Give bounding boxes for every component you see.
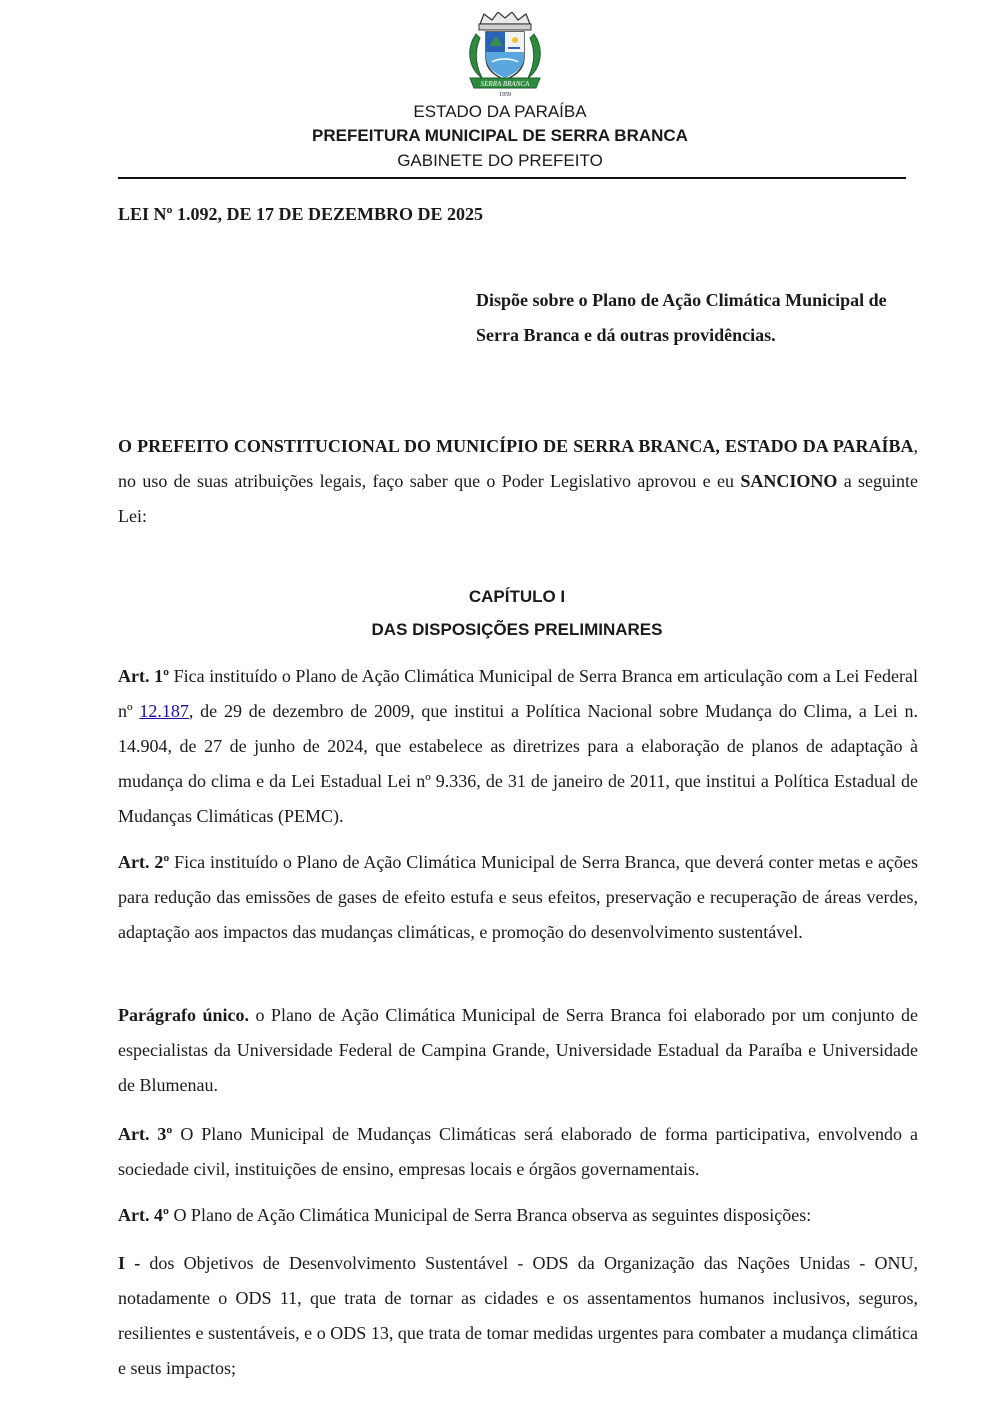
article-1-text-a: Fica instituído o Plano de Ação Climática Municipal de Serra Branca em articulação com a Lei Federal nº bbox=[118, 666, 918, 721]
inciso-1-label: I - bbox=[118, 1253, 141, 1273]
preamble-paragraph bbox=[118, 429, 918, 534]
federal-law-link[interactable]: 12.187 bbox=[139, 701, 189, 721]
crest-ribbon-text: SERRA BRANCA bbox=[480, 80, 530, 88]
chapter-number: CAPÍTULO I bbox=[468, 587, 566, 606]
office-name: GABINETE DO PREFEITO bbox=[397, 151, 603, 170]
inciso-1-text: dos Objetivos de Desenvolvimento Sustentável - ODS da Organização das Nações Unidas - ONU, notadamente o ODS 11, que trata de tornar as cidades e os assentamentos humanos inclusivos, seguros, resilientes e sustentáveis, e o ODS 13, que trata de tomar medidas urgentes para combater a mudança climática e seus impactos; bbox=[118, 1253, 918, 1378]
article-3-label: Art. 3º bbox=[118, 1124, 173, 1144]
prefecture-name: PREFEITURA MUNICIPAL DE SERRA BRANCA bbox=[312, 126, 688, 145]
article-1-text-b: , de 29 de dezembro de 2009, que institui a Política Nacional sobre Mudança do Clima, a Lei n. 14.904, de 27 de junho de 2024, que estabelece as diretrizes para a elaboração de planos de adaptação à mudança do clima e da Lei Estadual Lei nº 9.336, de 31 de janeiro de 2011, que institui a Política Estadual de Mudanças Climáticas (PEMC). bbox=[118, 701, 918, 826]
law-title: LEI Nº 1.092, DE 17 DE DEZEMBRO DE 2025 bbox=[118, 204, 483, 224]
law-summary: Dispõe sobre o Plano de Ação Climática Municipal de Serra Branca e dá outras providências. bbox=[476, 290, 887, 345]
article-2-label: Art. 2º bbox=[118, 852, 170, 872]
article-1 bbox=[118, 659, 918, 834]
crown-icon bbox=[480, 12, 530, 24]
state-name: ESTADO DA PARAÍBA bbox=[413, 102, 587, 121]
article-1-label: Art. 1º bbox=[118, 666, 170, 686]
sole-paragraph-label: Parágrafo único. bbox=[118, 1005, 249, 1025]
municipal-crest-logo bbox=[462, 12, 548, 98]
article-2 bbox=[118, 845, 918, 950]
article-2-text: Fica instituído o Plano de Ação Climática Municipal de Serra Branca, que deverá conter metas e ações para redução das emissões de gases de efeito estufa e seus efeitos, preservação e recuperação de áreas verdes, adaptação aos impactos das mudanças climáticas, e promoção do desenvolvimento sustentável. bbox=[118, 852, 918, 942]
preamble-bold: O PREFEITO CONSTITUCIONAL DO MUNICÍPIO DE SERRA BRANCA, ESTADO DA PARAÍBA bbox=[118, 436, 914, 456]
article-4-text: O Plano de Ação Climática Municipal de Serra Branca observa as seguintes disposições: bbox=[168, 1205, 812, 1225]
preamble-text: , no uso de suas atribuições legais, faço saber que o Poder Legislativo aprovou e eu bbox=[118, 436, 918, 491]
crest-year-text: 1959 bbox=[499, 92, 511, 98]
article-3 bbox=[118, 1117, 918, 1187]
chapter-title: DAS DISPOSIÇÕES PRELIMINARES bbox=[371, 620, 663, 639]
sole-paragraph-text: o Plano de Ação Climática Municipal de Serra Branca foi elaborado por um conjunto de especialistas da Universidade Federal de Campina Grande, Universidade Estadual da Paraíba e Universidade de Blumenau. bbox=[118, 1005, 918, 1095]
article-3-text: O Plano Municipal de Mudanças Climáticas será elaborado de forma participativa, envolvendo a sociedade civil, instituições de ensino, empresas locais e órgãos governamentais. bbox=[118, 1124, 918, 1179]
article-4-label: Art. 4º bbox=[118, 1205, 169, 1225]
preamble-end: a seguinte Lei: bbox=[118, 471, 919, 526]
sole-paragraph bbox=[118, 998, 918, 1103]
sanciono-bold: SANCIONO bbox=[740, 471, 838, 491]
article-4 bbox=[118, 1198, 918, 1233]
inciso-1 bbox=[118, 1246, 918, 1386]
header-divider bbox=[118, 177, 906, 179]
